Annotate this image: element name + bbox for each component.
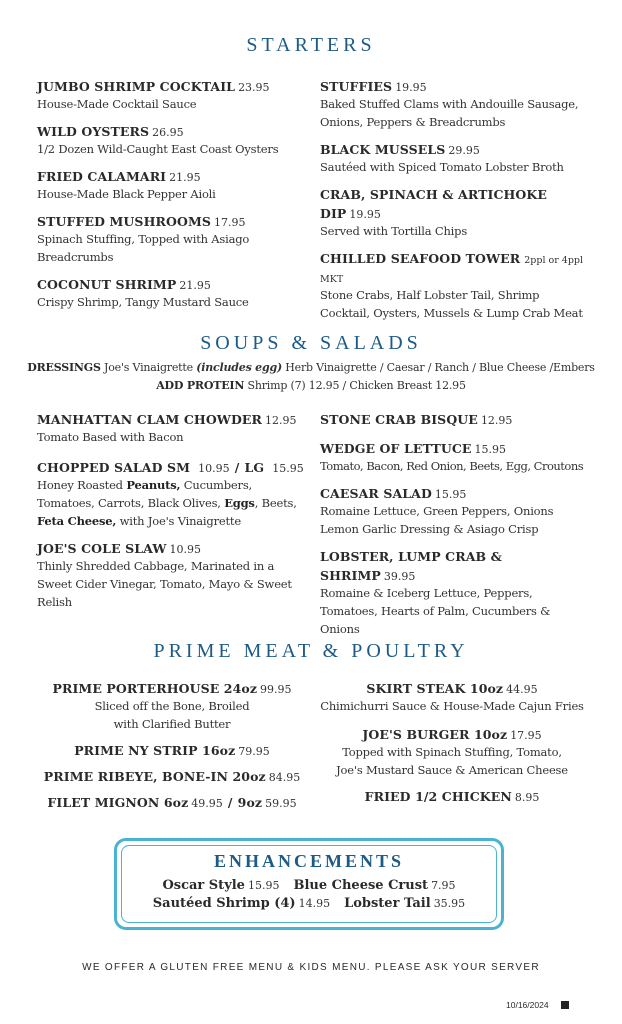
size-lg-label: LG [244, 460, 265, 475]
item-price: 44.95 [506, 683, 538, 696]
menu-item-seafood-tower [320, 248, 590, 322]
enhancement-price: 7.95 [431, 879, 456, 892]
menu-item-lobster-salad [320, 546, 590, 638]
desc-part: Cucumbers, Tomatoes, Carrots, Black Olives, [37, 478, 252, 510]
menu-item-coconut-shrimp [37, 274, 327, 311]
item-name: FRIED 1/2 CHICKEN [364, 789, 512, 804]
item-description: House-Made Cocktail Sauce [37, 97, 197, 111]
item-description-1: Sliced off the Bone, Broiled [94, 699, 250, 713]
item-price: 8.95 [514, 791, 540, 804]
item-price: 15.95 [474, 443, 507, 456]
size-separator: / [234, 460, 240, 475]
menu-item-filet-mignon [27, 792, 317, 811]
item-price: 15.95 [434, 488, 467, 501]
item-name: WILD OYSTERS [37, 124, 150, 139]
item-name: STONE CRAB BISQUE [320, 412, 478, 427]
menu-item-caesar [320, 483, 590, 538]
item-price: 12.95 [480, 414, 513, 427]
menu-item-crab-dip [320, 184, 590, 240]
desc-part: , Beets, [254, 496, 297, 510]
desc-peanuts: Peanuts, [126, 478, 181, 492]
enhancement-price: 14.95 [298, 897, 331, 910]
enhancements-title: ENHANCEMENTS [213, 851, 405, 871]
enhancement-price: 35.95 [433, 897, 466, 910]
item-name: STUFFED MUSHROOMS [37, 214, 212, 229]
starters-right-column [320, 76, 590, 330]
item-name: STUFFIES [320, 79, 393, 94]
enhancements-box [114, 838, 504, 930]
item-name: FILET MIGNON 6oz [47, 795, 189, 810]
starters-title: STARTERS [246, 34, 376, 56]
item-description: Spinach Stuffing, Topped with Asiago Breadcrumbs [37, 232, 250, 264]
item-price: 12.95 [265, 414, 297, 427]
item-price: 26.95 [152, 126, 184, 139]
meat-left-column [27, 678, 317, 818]
menu-item-cole-slaw [37, 538, 312, 611]
enhancement-price: 15.95 [247, 879, 280, 892]
item-name: SKIRT STEAK 10oz [366, 681, 504, 696]
enhancement-name: Sautéed Shrimp (4) [152, 896, 296, 911]
item-price-2: 59.95 [265, 797, 297, 810]
item-description-1: Chimichurri Sauce & House-Made Cajun Fries [320, 699, 584, 713]
enhancements-row-1 [117, 878, 501, 893]
menu-item-ribeye [27, 766, 317, 785]
menu-item-joes-burger [307, 724, 597, 779]
size-separator: / [227, 795, 233, 810]
item-description: Tomato Based with Bacon [37, 430, 184, 444]
desc-feta: Feta Cheese, [37, 514, 117, 528]
enhancements-row-2 [117, 896, 501, 911]
dressings-label: DRESSINGS [27, 361, 101, 374]
item-price: 10.95 [169, 543, 201, 556]
item-description [37, 476, 312, 530]
item-name-2: 9oz [237, 795, 263, 810]
item-price: 21.95 [169, 171, 201, 184]
item-price: 79.95 [238, 745, 270, 758]
soups-title: SOUPS & SALADS [200, 332, 422, 354]
item-price: 17.95 [214, 216, 246, 229]
item-description: Crispy Shrimp, Tangy Mustard Sauce [37, 295, 249, 309]
item-description: Thinly Shredded Cabbage, Marinated in a Sweet Cider Vinegar, Tomato, Mayo & Sweet Relish [37, 559, 292, 609]
meat-right-column [307, 678, 597, 812]
item-name: CHILLED SEAFOOD TOWER [320, 251, 521, 266]
menu-item-porterhouse [27, 678, 317, 733]
item-name: JOE'S BURGER 10oz [362, 727, 508, 742]
starters-left-column [37, 76, 327, 319]
item-name: CHOPPED SALAD SM [37, 460, 191, 475]
dressings-a: Joe's Vinaigrette [104, 361, 193, 374]
item-price: 19.95 [395, 81, 427, 94]
item-price-lg: 15.95 [272, 462, 304, 475]
dressings-note: (includes egg) [196, 361, 282, 374]
square-icon [561, 1001, 569, 1009]
item-name: JOE'S COLE SLAW [37, 541, 167, 556]
item-description-1: Topped with Spinach Stuffing, Tomato, [342, 745, 562, 759]
item-price: 84.95 [268, 771, 301, 784]
menu-item-stuffies [320, 76, 590, 131]
item-name: WEDGE OF LETTUCE [320, 441, 472, 456]
dressings-b: Herb Vinaigrette / Caesar / Ranch / Blue Cheese /Embers [285, 361, 595, 374]
item-description: House-Made Black Pepper Aioli [37, 187, 216, 201]
item-description-2: Joe's Mustard Sauce & American Cheese [336, 763, 568, 777]
desc-eggs: Eggs [224, 496, 255, 510]
item-name: COCONUT SHRIMP [37, 277, 177, 292]
item-name: BLACK MUSSELS [320, 142, 446, 157]
menu-item-chopped-salad [37, 457, 312, 530]
menu-item-black-mussels [320, 139, 590, 176]
item-description: Romaine & Iceberg Lettuce, Peppers, Tomatoes, Hearts of Palm, Cucumbers & Onions [320, 586, 551, 636]
item-description-2: with Clarified Butter [113, 717, 231, 731]
item-name: PRIME RIBEYE, BONE-IN 20oz [43, 769, 266, 784]
footer-note: WE OFFER A GLUTEN FREE MENU & KIDS MENU. PLEASE ASK YOUR SERVER [82, 962, 540, 973]
item-name: JUMBO SHRIMP COCKTAIL [37, 79, 236, 94]
item-price: 21.95 [179, 279, 211, 292]
item-price-sm: 10.95 [198, 462, 230, 475]
menu-item-skirt-steak [307, 678, 597, 715]
menu-item-wild-oysters [37, 121, 327, 158]
item-name: CAESAR SALAD [320, 486, 432, 501]
item-description: 1/2 Dozen Wild-Caught East Coast Oysters [37, 142, 279, 156]
enhancement-name: Lobster Tail [344, 896, 431, 911]
add-protein-line [0, 377, 622, 395]
item-name: CRAB, SPINACH & ARTICHOKE DIP [320, 187, 548, 221]
item-price: 23.95 [238, 81, 270, 94]
menu-item-clam-chowder [37, 409, 312, 446]
menu-date: 10/16/2024 [506, 1000, 549, 1010]
menu-item-stuffed-mushrooms [37, 211, 327, 266]
item-description: Baked Stuffed Clams with Andouille Sausage, Onions, Peppers & Breadcrumbs [320, 97, 579, 129]
item-price: 19.95 [349, 208, 381, 221]
item-description: Romaine Lettuce, Green Peppers, Onions Lemon Garlic Dressing & Asiago Crisp [320, 504, 554, 536]
item-name: PRIME NY STRIP 16oz [74, 743, 236, 758]
item-price: 99.95 [260, 683, 292, 696]
item-name: MANHATTAN CLAM CHOWDER [37, 412, 263, 427]
item-price: 17.95 [510, 729, 542, 742]
menu-item-jumbo-shrimp [37, 76, 327, 113]
protein-label: ADD PROTEIN [156, 379, 245, 392]
desc-part: with Joe's Vinaigrette [116, 514, 241, 528]
menu-item-ny-strip [27, 740, 317, 759]
item-description: Tomato, Bacon, Red Onion, Beets, Egg, Croutons [320, 459, 584, 473]
item-description: Served with Tortilla Chips [320, 224, 468, 238]
dressings-line [0, 359, 622, 377]
meat-title: PRIME MEAT & POULTRY [153, 640, 469, 662]
menu-item-fried-chicken [307, 786, 597, 805]
menu-item-stone-crab-bisque [320, 409, 590, 428]
item-name: LOBSTER, LUMP CRAB & SHRIMP [320, 549, 503, 583]
protein-text: Shrimp (7) 12.95 / Chicken Breast 12.95 [247, 379, 466, 392]
menu-item-fried-calamari [37, 166, 327, 203]
enhancement-name: Oscar Style [162, 878, 245, 893]
soups-left-column [37, 409, 312, 619]
item-name: FRIED CALAMARI [37, 169, 167, 184]
item-description: Sautéed with Spiced Tomato Lobster Broth [320, 160, 564, 174]
enhancement-name: Blue Cheese Crust [293, 878, 429, 893]
soups-right-column [320, 409, 590, 646]
menu-item-wedge [320, 438, 590, 475]
item-price: 29.95 [448, 144, 480, 157]
item-price: 39.95 [383, 570, 416, 583]
item-price: 49.95 [191, 797, 223, 810]
item-description: Stone Crabs, Half Lobster Tail, Shrimp Cocktail, Oysters, Mussels & Lump Crab Meat [320, 288, 583, 320]
item-name: PRIME PORTERHOUSE 24oz [52, 681, 258, 696]
item-price: 2ppl or 4ppl MKT [320, 255, 584, 285]
desc-part: Honey Roasted [37, 478, 127, 492]
